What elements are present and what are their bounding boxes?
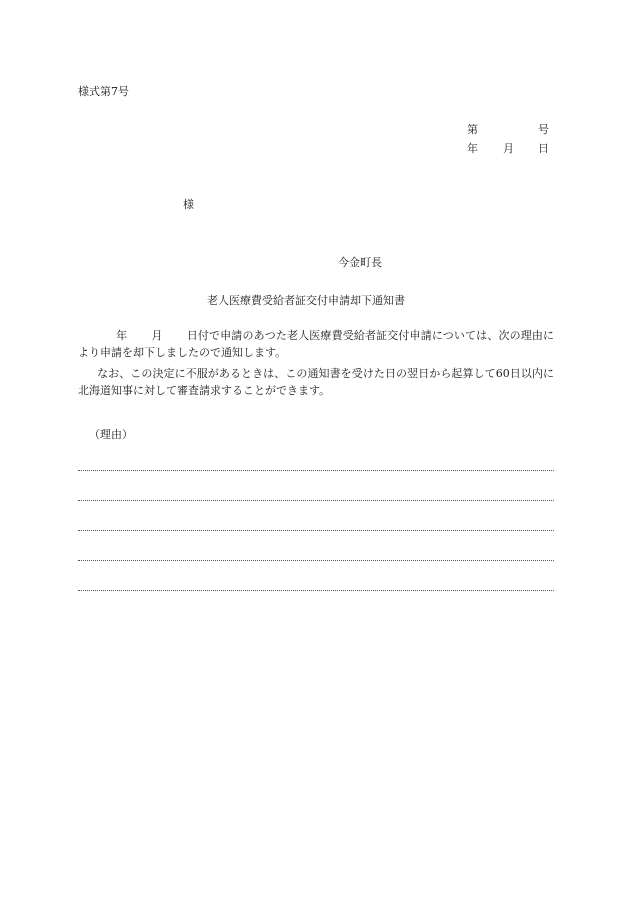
reason-line <box>78 470 554 471</box>
body-paragraph-2-text: なお、この決定に不服があるときは、この通知書を受けた日の翌日から起算して60日以内に北海道知事に対して審査請求することができます。 <box>78 367 554 397</box>
reason-line <box>78 560 554 561</box>
document-number-suffix: 号 <box>538 123 549 136</box>
body-paragraph-1 <box>78 327 554 361</box>
form-number: 様式第7号 <box>78 85 129 98</box>
addressee-honorific: 様 <box>183 198 194 211</box>
body-year-label: 年 <box>116 329 128 342</box>
sender-name: 今金町長 <box>338 256 382 269</box>
date-month-label: 月 <box>503 142 514 155</box>
document-title: 老人医療費受給者証交付申請却下通知書 <box>207 294 405 307</box>
date-day-label: 日 <box>538 142 549 155</box>
reason-line <box>78 500 554 501</box>
reason-line <box>78 590 554 591</box>
body-paragraph-2 <box>78 365 554 399</box>
body-month-label: 月 <box>151 329 163 342</box>
reason-label: （理由） <box>89 428 133 441</box>
body-paragraph-1-text: 日付で申請のあつた老人医療費受給者証交付申請については、次の理由により申請を却下しましたので通知します。 <box>78 329 555 359</box>
reason-line <box>78 530 554 531</box>
date-year-label: 年 <box>467 142 478 155</box>
document-number-prefix: 第 <box>467 123 478 136</box>
